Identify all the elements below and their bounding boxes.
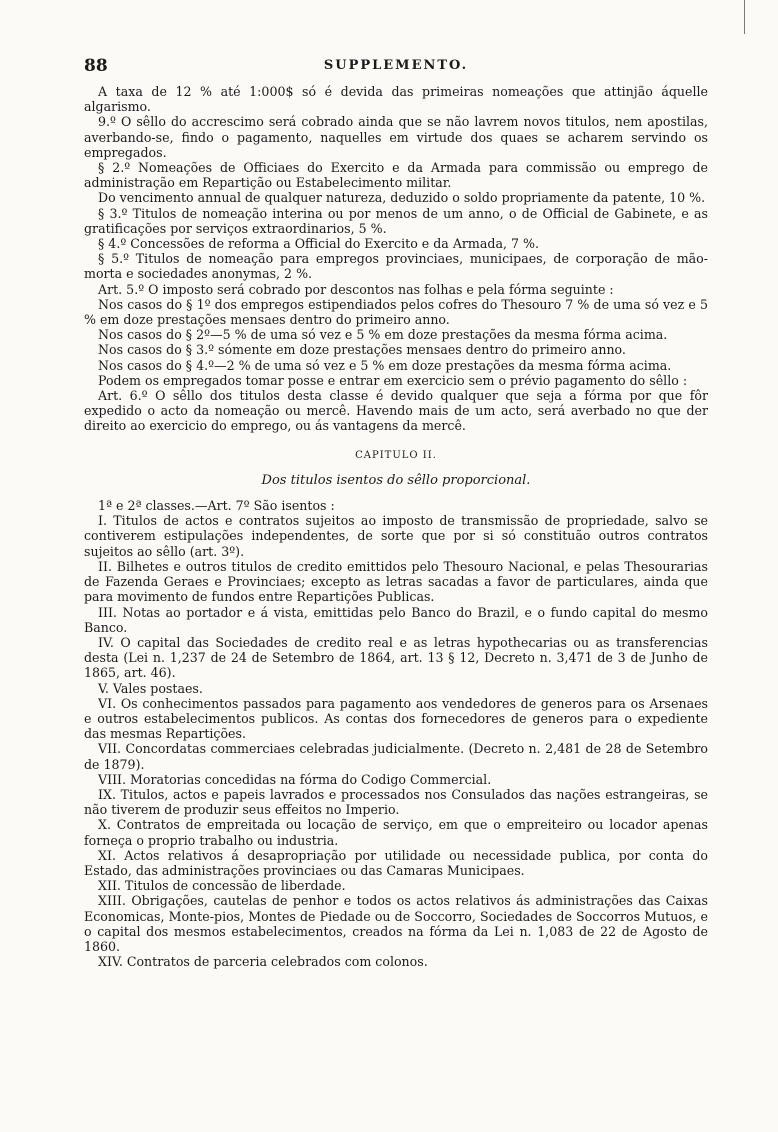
paragraph: Do vencimento annual de qualquer natureza, deduzido o soldo propriamente da patente, 10 %. [98, 190, 706, 206]
paragraph: 9.º O sêllo do accrescimo será cobrado ainda que se não lavrem novos titulos, nem apostilas, averbando-se, findo o pagamento, naquelles em virtude dos quaes se acharem servindo os empregados. [84, 114, 708, 160]
list-item: VI. Os conhecimentos passados para pagamento aos vendedores de generos para os Arsenaes e outros estabelecimentos publicos. As contas dos fornecedores de generos para o expediente das mesmas Repartições. [84, 695, 708, 742]
list-item: IV. O capital das Sociedades de credito real e as letras hypothecarias ou as transferencias desta (Lei n. 1,237 de 24 de Setembro de 1864, art. 13 § 12, Decreto n. 3,471 de 3 de Junho de 1865, art. 46). [84, 634, 708, 681]
paragraph: Art. 5.º O imposto será cobrado por descontos nas folhas e pela fórma seguinte : [98, 281, 614, 297]
paragraph: Podem os empregados tomar posse e entrar em exercicio sem o prévio pagamento do sêllo : [98, 372, 688, 388]
paragraph: 1ª e 2ª classes.—Art. 7º São isentos : [98, 498, 335, 514]
list-item: VII. Concordatas commerciaes celebradas judicialmente. (Decreto n. 2,481 de 28 de Setembro de 1879). [84, 741, 708, 772]
paragraph: A taxa de 12 % até 1:000$ só é devida das primeiras nomeações que attinjão áquelle algarismo. [84, 84, 708, 115]
list-item: II. Bilhetes e outros titulos de credito emittidos pelo Thesouro Nacional, e pelas Thesourarias de Fazenda Geraes e Provinciaes; excepto as letras sacadas a favor de particulares, ainda que para movimento de fundos entre Repartições Publicas. [84, 558, 708, 605]
running-title: SUPPLEMENTO. [323, 58, 469, 73]
paragraph: § 4.º Concessões de reforma a Official do Exercito e da Armada, 7 %. [98, 236, 539, 252]
list-item: XI. Actos relativos á desapropriação por utilidade ou necessidade publica, por conta do Estado, das administrações provinciaes ou das Camaras Municipaes. [84, 847, 708, 878]
page-number: 88 [84, 56, 108, 76]
document-page [84, 56, 708, 969]
list-item: X. Contratos de empreitada ou locação de serviço, em que o empreiteiro ou locador apenas forneça o proprio trabalho ou industria. [84, 817, 708, 848]
paragraph: § 5.º Titulos de nomeação para empregos provinciaes, municipaes, de corporação de mão-morta e sociedades anonymas, 2 %. [84, 251, 708, 282]
chapter-heading: CAPITULO II. [355, 449, 437, 461]
paragraph: § 3.º Titulos de nomeação interina ou por menos de um anno, o de Official de Gabinete, e as gratificações por serviços extraordinarios, 5 %. [84, 205, 708, 236]
paragraph: Art. 6.º O sêllo dos titulos desta classe é devido qualquer que seja a fórma por que fôr expedido o acto da nomeação ou mercê. Havendo mais de um acto, será averbado no que der direito ao exercicio do emprego, ou ás vantagens da mercê. [84, 388, 708, 434]
list-item: V. Vales postaes. [98, 680, 203, 696]
section-title: Dos titulos isentos do sêllo proporcional. [261, 472, 531, 488]
list-item: XIV. Contratos de parceria celebrados com colonos. [98, 954, 428, 970]
paragraph: Nos casos do § 4.º—2 % de uma só vez e 5 % em doze prestações da mesma fórma acima. [98, 357, 672, 373]
paragraph: Nos casos do § 1º dos empregos estipendiados pelos cofres do Thesouro 7 % de uma só vez e 5 % em doze prestações mensaes dentro do primeiro anno. [84, 296, 708, 328]
paragraph: Nos casos do § 2º—5 % de uma só vez e 5 % em doze prestações da mesma fórma acima. [98, 327, 668, 343]
paragraph: Nos casos do § 3.º sómente em doze prestações mensaes dentro do primeiro anno. [98, 342, 626, 358]
list-item: VIII. Moratorias concedidas na fórma do Codigo Commercial. [98, 771, 492, 787]
page-header [84, 56, 708, 78]
list-item: I. Titulos de actos e contratos sujeitos ao imposto de transmissão de propriedade, salvo se contiverem estipulações independentes, de sorte que por si só constituão outros contratos sujeitos ao sêllo (art. 3º). [84, 513, 708, 559]
list-item: IX. Titulos, actos e papeis lavrados e processados nos Consulados das nações estrangeiras, se não tiverem de produzir seus effeitos no Imperio. [84, 786, 708, 818]
paragraph: § 2.º Nomeações de Officiaes do Exercito e da Armada para commissão ou emprego de administração em Repartição ou Estabelecimento militar. [84, 160, 708, 191]
body-text [84, 84, 708, 969]
list-item: XIII. Obrigações, cautelas de penhor e todos os actos relativos ás administrações das Caixas Economicas, Monte-pios, Montes de Piedade ou de Soccorro, Sociedades de Soccorros Mutuos, e o capital dos mesmos estabelecimentos, creados na fórma da Lei n. 1,083 de 22 de Agosto de 1860. [84, 893, 708, 954]
scan-edge-mark [744, 0, 745, 34]
list-item: III. Notas ao portador e á vista, emittidas pelo Banco do Brazil, e o fundo capital do mesmo Banco. [84, 604, 708, 635]
list-item: XII. Titulos de concessão de liberdade. [98, 878, 346, 894]
